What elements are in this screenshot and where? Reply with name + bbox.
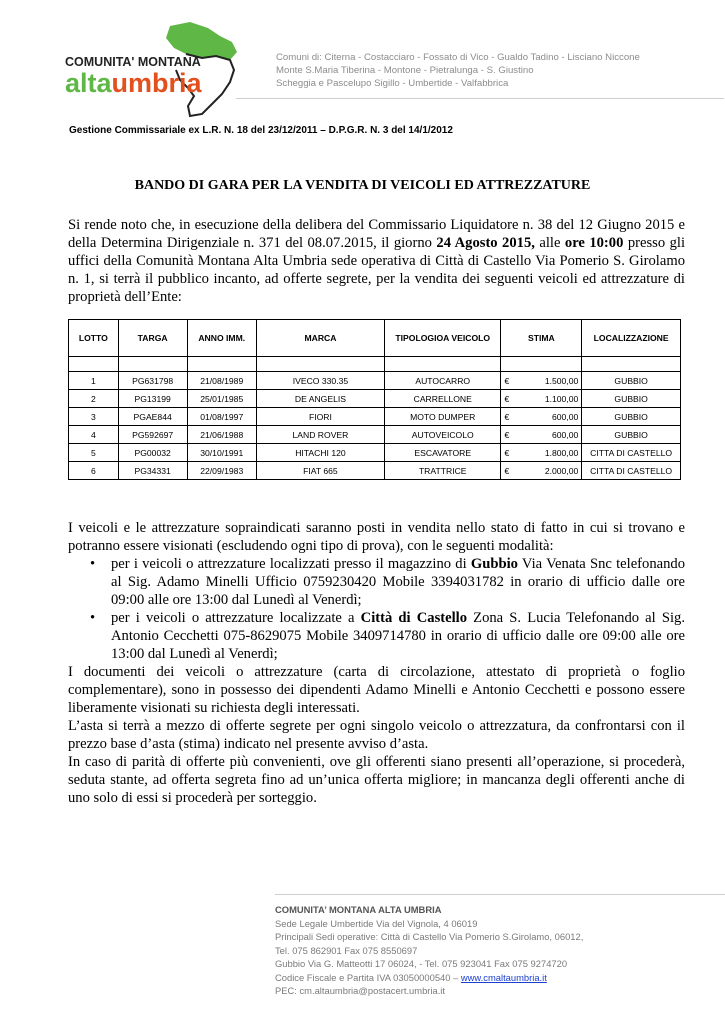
table-cell: 600,00 <box>518 408 582 426</box>
table-cell: 21/06/1988 <box>187 426 256 444</box>
table-cell: 25/01/1985 <box>187 390 256 408</box>
intro-paragraph: Si rende noto che, in esecuzione della delibera del Commissario Liquidatore n. 38 del 12 Giugno 2015 e della Determina Dirigenziale n. 371 del 08.07.2015, il giorno 24 Agosto 2015, alle ore 10:00 presso gli uffici della Comunità Montana Alta Umbria sede operativa di Città di Castello Via Pomerio S. Girolamo n. 1, si terrà il pubblico incanto, ad offerte segrete, per la vendita dei seguenti veicoli ed attrezzature di proprietà dell’Ente: <box>68 217 686 305</box>
column-header: LOTTO <box>69 320 119 357</box>
paragraph: I veicoli e le attrezzature sopraindicati saranno posti in vendita nello stato di fatto in cui si trovano e potranno essere visionati (escludendo ogni tipo di prova), con le seguenti modalità: <box>68 520 685 554</box>
footer-heading: COMUNITA’ MONTANA ALTA UMBRIA <box>275 904 442 915</box>
footer-line: Sede Legale Umbertide Via del Vignola, 4 06019 <box>275 917 478 929</box>
table-cell: € <box>501 390 518 408</box>
list-item: • per i veicoli o attrezzature localizzati presso il magazzino di Gubbio Via Venata Snc telefonando al Sig. Adamo Minelli Ufficio 0759230420 Mobile 3394031782 in orario di ufficio dalle ore 09:00 alle ore 13:00 dal Lunedì al Venerdì; <box>90 556 685 608</box>
paragraph: I documenti dei veicoli o attrezzature (carta di circolazione, attestato di proprietà o foglio complementare), sono in possesso dei dipendenti Adamo Minelli e Antonio Cecchetti e possono essere liberamente visionati su richiesta degli interessati. <box>68 664 685 716</box>
table-cell: IVECO 330.35 <box>256 372 384 390</box>
table-cell: PG13199 <box>118 390 187 408</box>
table-row <box>69 426 681 444</box>
footer-line: Principali Sedi operative: Città di Castello Via Pomerio S.Girolamo, 06012, <box>275 931 584 942</box>
table-header-row <box>69 320 681 357</box>
comuni-line: Comuni di: Citerna - Costacciaro - Fossato di Vico - Gualdo Tadino - Lisciano Niccone <box>276 52 640 63</box>
auction-date: 24 Agosto 2015, <box>436 235 535 251</box>
table-cell: € <box>501 408 518 426</box>
table-cell: MOTO DUMPER <box>385 408 501 426</box>
table-cell: LAND ROVER <box>256 426 384 444</box>
table-cell: PGAE844 <box>118 408 187 426</box>
viewing-modes-list <box>68 555 685 663</box>
table-cell: 1 <box>69 372 119 390</box>
logo-umbria: umbria <box>111 68 202 98</box>
table-cell: DE ANGELIS <box>256 390 384 408</box>
table-cell: PG34331 <box>118 462 187 480</box>
vehicles-table <box>68 319 681 480</box>
table-cell: CITTA DI CASTELLO <box>582 462 681 480</box>
table-cell: € <box>501 426 518 444</box>
table-cell: CITTA DI CASTELLO <box>582 444 681 462</box>
logo-line2 <box>65 68 203 98</box>
comuni-list <box>276 51 640 90</box>
comunita-montana-logo <box>62 22 247 118</box>
table-cell: AUTOCARRO <box>385 372 501 390</box>
table-cell: 1.800,00 <box>518 444 582 462</box>
table-row <box>69 390 681 408</box>
table-cell: FIAT 665 <box>256 462 384 480</box>
logo-line1: COMUNITA' MONTANA <box>65 55 201 69</box>
bullet-icon: • <box>90 610 96 626</box>
table-cell: 4 <box>69 426 119 444</box>
table-cell: ESCAVATORE <box>385 444 501 462</box>
column-header: MARCA <box>256 320 384 357</box>
table-cell: CARRELLONE <box>385 390 501 408</box>
header-divider <box>236 98 724 99</box>
table-cell: 22/09/1983 <box>187 462 256 480</box>
table-row <box>69 372 681 390</box>
document-title: BANDO DI GARA PER LA VENDITA DI VEICOLI ED ATTREZZATURE <box>134 178 591 193</box>
column-header: STIMA <box>501 320 582 357</box>
footer-divider <box>275 894 725 895</box>
table-cell: 1.500,00 <box>518 372 582 390</box>
table-cell: PG592697 <box>118 426 187 444</box>
column-header: ANNO IMM. <box>187 320 256 357</box>
column-header: TIPOLOGIOA VEICOLO <box>385 320 501 357</box>
table-cell: 5 <box>69 444 119 462</box>
footer-line: Gubbio Via G. Matteotti 17 06024, - Tel. 075 923041 Fax 075 9274720 <box>275 958 568 969</box>
table-cell: 30/10/1991 <box>187 444 256 462</box>
table-cell: AUTOVEICOLO <box>385 426 501 444</box>
footer-line: Tel. 075 862901 Fax 075 8550697 <box>275 944 418 956</box>
table-cell: PG631798 <box>118 372 187 390</box>
comuni-line: Monte S.Maria Tiberina - Montone - Pietralunga - S. Giustino <box>276 65 534 76</box>
table-cell: HITACHI 120 <box>256 444 384 462</box>
table-blank-row <box>69 357 681 372</box>
table-cell: GUBBIO <box>582 426 681 444</box>
table-cell: 6 <box>69 462 119 480</box>
table-cell: GUBBIO <box>582 372 681 390</box>
table-cell: GUBBIO <box>582 408 681 426</box>
table-cell: 21/08/1989 <box>187 372 256 390</box>
logo-alta: alta <box>65 68 112 98</box>
column-header: LOCALIZZAZIONE <box>582 320 681 357</box>
table-row <box>69 444 681 462</box>
comuni-line: Scheggia e Pascelupo Sigillo - Umbertide - Valfabbrica <box>276 78 509 89</box>
table-cell: € <box>501 444 518 462</box>
table-cell: € <box>501 462 518 480</box>
table-cell: 3 <box>69 408 119 426</box>
table-cell: PG00032 <box>118 444 187 462</box>
table-cell: FIORI <box>256 408 384 426</box>
table-row <box>69 462 681 480</box>
table-cell: 1.100,00 <box>518 390 582 408</box>
table-cell: 2.000,00 <box>518 462 582 480</box>
list-item: • per i veicoli o attrezzature localizzate a Città di Castello Zona S. Lucia Telefonando al Sig. Antonio Cecchetti 075-8629075 Mobile 3409714780 in orario di ufficio dalle ore 09:00 alle ore 13:00 dal Lunedì al Venerdì; <box>90 610 685 662</box>
gestione-commissariale: Gestione Commissariale ex L.R. N. 18 del 23/12/2011 – D.P.G.R. N. 3 del 14/1/2012 <box>69 125 453 136</box>
table-cell: 600,00 <box>518 426 582 444</box>
footer <box>275 903 583 998</box>
column-header: TARGA <box>118 320 187 357</box>
table-cell: 2 <box>69 390 119 408</box>
paragraph: L’asta si terrà a mezzo di offerte segrete per ogni singolo veicolo o attrezzatura, da confrontarsi con il prezzo base d’asta (stima) indicato nel presente avviso d’asta. <box>68 718 685 752</box>
conditions-text <box>68 519 685 807</box>
footer-line: Codice Fiscale e Partita IVA 03050000540 – www.cmaltaumbria.it <box>275 971 547 983</box>
table-row <box>69 408 681 426</box>
auction-time: ore 10:00 <box>564 235 624 251</box>
table-cell: GUBBIO <box>582 390 681 408</box>
table-cell: € <box>501 372 518 390</box>
table-cell: TRATTRICE <box>385 462 501 480</box>
table-cell: 01/08/1997 <box>187 408 256 426</box>
bullet-icon: • <box>90 556 96 572</box>
footer-pec: PEC: cm.altaumbria@postacert.umbria.it <box>275 985 445 996</box>
paragraph: In caso di parità di offerte più convenienti, ove gli offerenti siano presenti all’operazione, si procederà, seduta stante, ad offerta segreta fino ad un’unica offerta migliore; in mancanza degli offerenti anche di uno solo di essi si procederà per sorteggio. <box>68 754 685 806</box>
website-link[interactable]: www.cmaltaumbria.it <box>460 971 547 983</box>
